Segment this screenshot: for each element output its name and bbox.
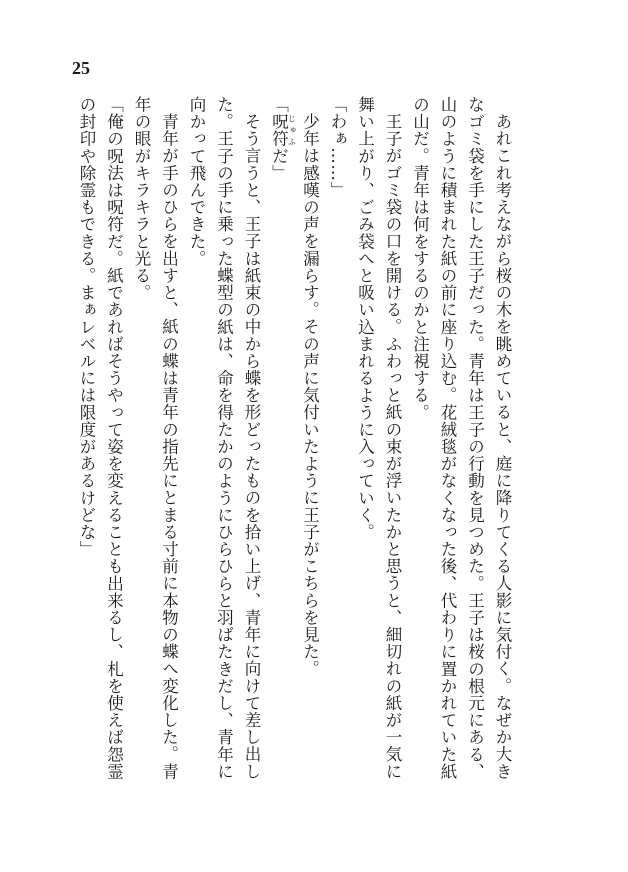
paragraph-4: 少年は感嘆の声を漏らす。その声に気付いたように王子がこちらを見た。 bbox=[300, 112, 320, 677]
page-number: 25 bbox=[72, 58, 90, 78]
paragraph-5: 「呪符 じゅふだ」 bbox=[269, 96, 297, 182]
paragraph-1: あれこれ考えながら桜の木を眺めていると、庭に降りてくる人影に気付く。なぜか大きなゴミ袋を手にした王子だった。青年は王子の行動を見つめた。王子は桜の根元にある、山のように積まれた紙の前に座り込む。花絨毯がなくなった後、代わりに置かれていた紙の山だ。青年は何をするのかと注視する。 bbox=[410, 96, 512, 780]
paragraph-8: 「俺の呪法は呪符だ。紙であればそうやって姿を変えることも出来るし、札を使えば怨霊の封印や除霊もできる。まぁレベルには限度があるけどな」 bbox=[77, 96, 124, 780]
paragraph-2: 王子がゴミ袋の口を開ける。ふわっと紙の束が浮いたかと思うと、細切れの紙が一気に舞い上がり、ごみ袋へと吸い込まれるように入っていく。 bbox=[355, 96, 402, 780]
ruby-reading: じゅふ bbox=[287, 113, 297, 148]
ruby-word: 呪符 じゅふ bbox=[269, 113, 297, 148]
paragraph-3: 「わぁ……」 bbox=[328, 96, 347, 199]
paragraph-7: 青年が手のひらを出すと、紙の蝶は青年の指先にとまる寸前に本物の蝶へ変化した。青年の眼がキラキラと光る。 bbox=[132, 96, 179, 780]
paragraph-6: そう言うと、王子は紙束の中から蝶を形どったものを拾い上げ、青年に向けて差し出した。王子の手に乗った蝶型の紙は、命を得たかのようにひらひらと羽ばたきだし、青年に向かって飛んできた。 bbox=[187, 96, 261, 780]
body-text bbox=[76, 96, 516, 796]
